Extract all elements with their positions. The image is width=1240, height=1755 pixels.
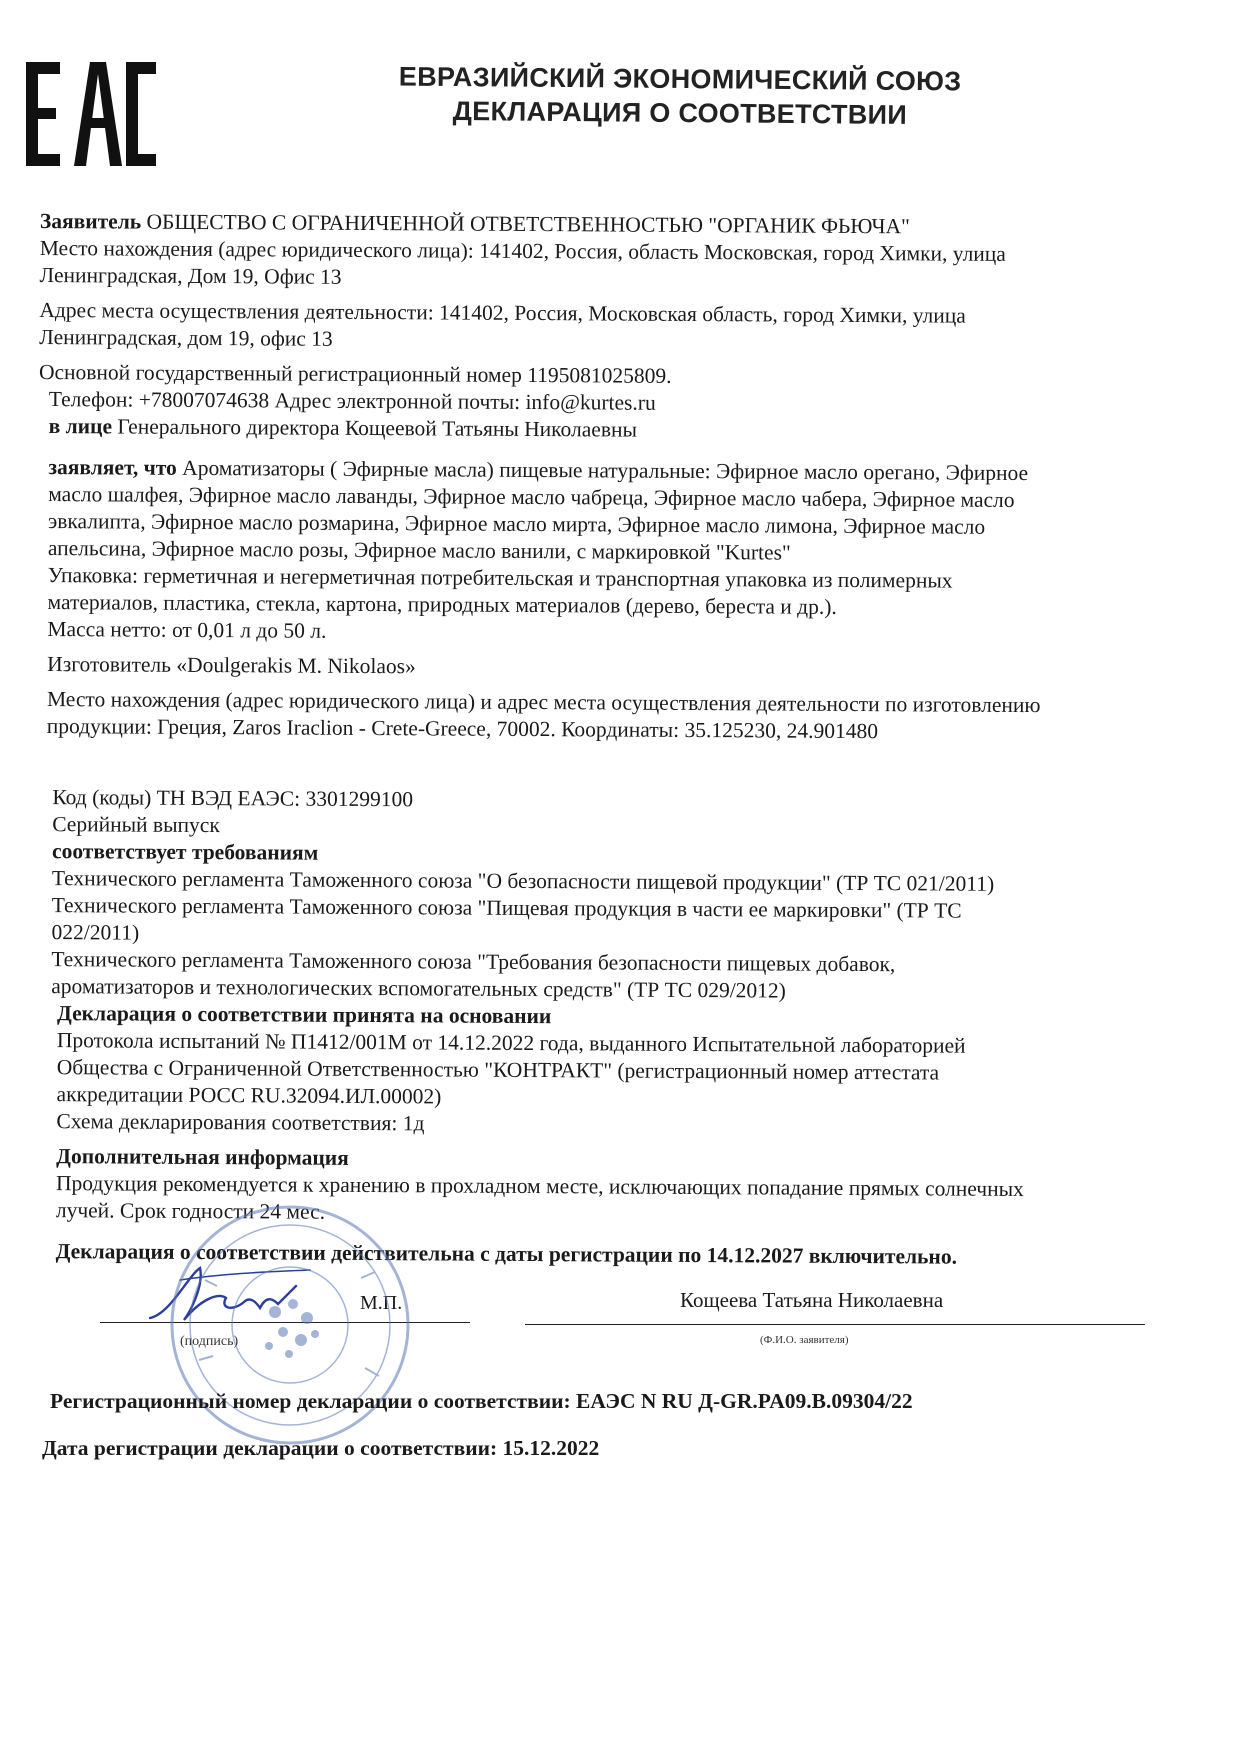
signer-name-line — [525, 1324, 1145, 1325]
manufacturer-name: Изготовитель «Doulgerakis M. Nikolaos» — [47, 652, 416, 679]
eac-mark-icon — [20, 58, 160, 170]
header-declaration-title: ДЕКЛАРАЦИЯ О СООТВЕТСТВИИ — [452, 96, 908, 130]
registration-block — [42, 1388, 1190, 1482]
applicant-legal-address-2: Ленинградская, Дом 19, Офис 13 — [39, 262, 342, 289]
basis-line-1: Протокола испытаний № П1412/001М от 14.12.2022 года, выданного Испытательной лабораторией — [56, 1028, 966, 1058]
validity-statement: Декларация о соответствии действительна с даты регистрации по 14.12.2027 включительно. — [55, 1239, 958, 1269]
manufacturer-address-1: Место нахождения (адрес юридического лица) и адрес места осуществления деятельности по изготовлению — [46, 687, 1041, 718]
seal-place-label: М.П. — [360, 1292, 403, 1314]
applicant-label: Заявитель — [39, 208, 142, 234]
additional-info-label: Дополнительная информация — [56, 1144, 349, 1170]
declares-line-1: заявляет, что Ароматизаторы ( Эфирные масла) пищевые натуральные: Эфирное масло орегано, Эфирное — [48, 455, 1029, 486]
person-label: в лице — [48, 414, 113, 439]
packaging-line-2: материалов, пластика, стекла, картона, природных материалов (дерево, береста и др.). — [47, 590, 837, 619]
applicant-contacts: Телефон: +78007074638 Адрес электронной почты: info@kurtes.ru — [48, 387, 656, 415]
person-name: Генерального директора Кощеевой Татьяны Николаевны — [117, 414, 638, 442]
basis-line-2: Общества с Ограниченной Ответственностью "КОНТРАКТ" (регистрационный номер аттестата — [56, 1055, 940, 1085]
declaration-body — [34, 208, 1160, 1272]
regulation-022-1: Технического регламента Таможенного союза "Пищевая продукция в части ее маркировки" (ТР ТС — [51, 893, 962, 923]
net-mass: Масса нетто: от 0,01 л до 50 л. — [47, 617, 327, 643]
registration-date: Дата регистрации декларации о соответствии: 15.12.2022 — [42, 1436, 600, 1460]
signer-name: Кощеева Татьяна Николаевна — [680, 1288, 944, 1312]
regulation-022-2: 022/2011) — [51, 920, 140, 945]
regulation-029-1: Технического регламента Таможенного союза "Требования безопасности пищевых добавок, — [51, 947, 896, 977]
signature-caption: (подпись) — [180, 1334, 239, 1349]
declares-line-4: апельсина, Эфирное масло розы, Эфирное масло ванили, с маркировкой "Kurtes" — [47, 536, 791, 565]
additional-info-line-2: лучей. Срок годности 24 мес. — [55, 1198, 326, 1224]
applicant-activity-address-1: Адрес места осуществления деятельности: 141402, Россия, Московская область, город Химки, улица — [39, 297, 966, 328]
basis-label: Декларация о соответствии принята на основании — [57, 1001, 552, 1029]
applicant-name: ОБЩЕСТВО С ОГРАНИЧЕННОЙ ОТВЕТСТВЕННОСТЬЮ "ОРГАНИК ФЬЮЧА" — [146, 209, 910, 239]
serial-release: Серийный выпуск — [52, 812, 220, 838]
signer-name-caption: (Ф.И.О. заявителя) — [760, 1334, 849, 1346]
header-union-title: ЕВРАЗИЙСКИЙ ЭКОНОМИЧЕСКИЙ СОЮЗ — [398, 61, 962, 97]
regulation-029-2: ароматизаторов и технологических вспомогательных средств" (ТР ТС 029/2012) — [51, 974, 786, 1003]
declares-line-3: эвкалипта, Эфирное масло розмарина, Эфирное масло мирта, Эфирное масло лимона, Эфирное масло — [48, 509, 986, 539]
declaration-scheme: Схема декларирования соответствия: 1д — [56, 1109, 425, 1136]
packaging-line-1: Упаковка: герметичная и негерметичная потребительская и транспортная упаковка из полимерных — [47, 563, 953, 593]
declares-label: заявляет, что — [48, 455, 177, 480]
requirements-label: соответствует требованиям — [51, 839, 319, 865]
additional-info-line-1: Продукция рекомендуется к хранению в прохладном месте, исключающих попадание прямых солнечных — [55, 1171, 1024, 1202]
regulation-021: Технического регламента Таможенного союза "О безопасности пищевой продукции" (ТР ТС 021/2011) — [51, 866, 995, 896]
applicant-activity-address-2: Ленинградская, дом 19, офис 13 — [39, 324, 333, 351]
document-header — [360, 59, 1001, 133]
declares-line-2: масло шалфея, Эфирное масло лаванды, Эфирное масло чабреца, Эфирное масло чабера, Эфирное масло — [48, 482, 1015, 512]
applicant-legal-address-1: Место нахождения (адрес юридического лица): 141402, Россия, область Московская, город Химки, улица — [39, 235, 1006, 266]
eac-logo — [20, 58, 160, 170]
basis-line-3: аккредитации РОСС RU.32094.ИЛ.00002) — [56, 1082, 442, 1109]
applicant-ogrn: Основной государственный регистрационный номер 1195081025809. — [38, 359, 672, 388]
tn-ved-code: Код (коды) ТН ВЭД ЕАЭС: 3301299100 — [52, 785, 414, 812]
registration-number: Регистрационный номер декларации о соответствии: ЕАЭС N RU Д-GR.PA09.B.09304/22 — [50, 1389, 913, 1413]
manufacturer-address-2: продукции: Греция, Zaros Iraclion - Crete-Greece, 70002. Координаты: 35.125230, 24.901480 — [46, 714, 879, 744]
